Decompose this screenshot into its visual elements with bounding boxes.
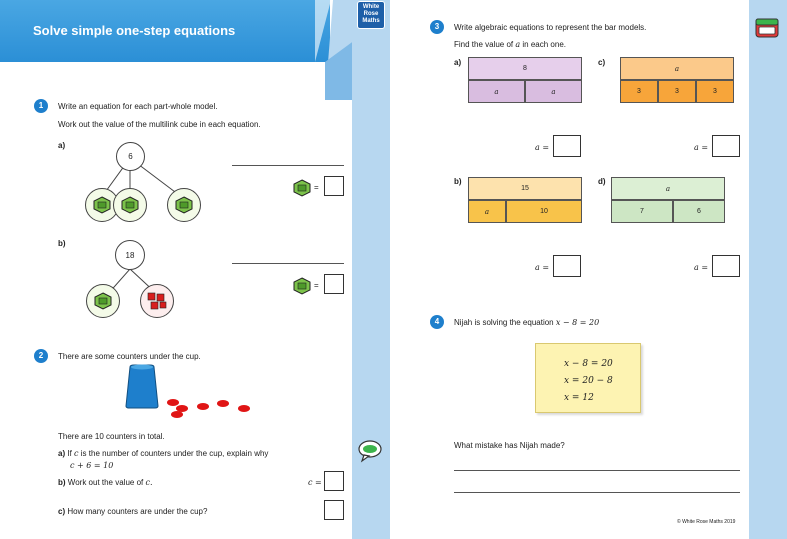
calculator-icon xyxy=(755,17,779,39)
multilink-cube-icon xyxy=(93,196,111,214)
counter xyxy=(197,403,209,410)
q2a-text: a) If c is the number of counters under the cup, explain why xyxy=(58,449,269,458)
working-line: x − 8 = 20 xyxy=(564,359,613,369)
q4-question: What mistake has Nijah made? xyxy=(454,441,565,450)
cup-icon xyxy=(122,364,162,410)
multilink-cube-icon xyxy=(293,277,311,295)
q3d-answer-label: a = xyxy=(694,263,709,272)
q2a-equation: c + 6 = 10 xyxy=(70,461,114,470)
q4-answer-line[interactable] xyxy=(454,470,740,471)
copyright: © White Rose Maths 2019 xyxy=(677,519,736,525)
q3b-answer-label: a = xyxy=(535,263,550,272)
q1b-part-circle-green xyxy=(86,284,120,318)
q3d-answer-box[interactable] xyxy=(712,255,740,277)
q3a-bar-part: a xyxy=(468,80,525,103)
question-4-badge: 4 xyxy=(430,315,444,329)
counter xyxy=(238,405,250,412)
q1b-answer-box[interactable] xyxy=(324,274,344,294)
q2b-text: b) Work out the value of c. xyxy=(58,478,153,487)
q2-total: There are 10 counters in total. xyxy=(58,432,165,441)
q3d-bar-whole: a xyxy=(611,177,725,200)
right-page-strip xyxy=(749,0,787,539)
q2c-answer-box[interactable] xyxy=(324,500,344,520)
q3d-bar-part: 6 xyxy=(673,200,725,223)
working-line: x = 20 − 8 xyxy=(564,376,613,386)
q1a-equals: = xyxy=(314,183,319,192)
q3c-answer-box[interactable] xyxy=(712,135,740,157)
q2b-answer-box[interactable] xyxy=(324,471,344,491)
q3a-label: a) xyxy=(454,58,462,67)
q4-text: Nijah is solving the equation x − 8 = 20 xyxy=(454,318,600,327)
q3c-bar-whole: a xyxy=(620,57,734,80)
q1b-part-circle-red xyxy=(140,284,174,318)
q1a-label: a) xyxy=(58,141,66,150)
q2b-answer-label: c = xyxy=(308,478,322,487)
q1b-whole-circle: 18 xyxy=(115,240,145,270)
q3a-answer-box[interactable] xyxy=(553,135,581,157)
q3b-label: b) xyxy=(454,177,462,186)
q3a-bar-whole: 8 xyxy=(468,57,582,80)
nijah-working-note xyxy=(535,343,641,413)
question-3-badge: 3 xyxy=(430,20,444,34)
q3c-answer-label: a = xyxy=(694,143,709,152)
q3c-bar-part: 3 xyxy=(658,80,696,103)
q3b-bar-part: a xyxy=(468,200,506,223)
multilink-cube-icon xyxy=(121,196,139,214)
q4-answer-line[interactable] xyxy=(454,492,740,493)
multilink-cube-icon xyxy=(94,292,112,310)
q1b-equation-line[interactable] xyxy=(232,263,344,264)
q3-instruction-1: Write algebraic equations to represent the bar models. xyxy=(454,23,647,32)
q3a-bar-part: a xyxy=(525,80,582,103)
q3-instruction-2: Find the value of a in each one. xyxy=(454,40,566,49)
q3b-answer-box[interactable] xyxy=(553,255,581,277)
q2-intro: There are some counters under the cup. xyxy=(58,352,201,361)
q1a-answer-box[interactable] xyxy=(324,176,344,196)
red-cubes-icon xyxy=(146,291,168,311)
q1a-whole-circle: 6 xyxy=(116,142,145,171)
q1a-part-circle xyxy=(167,188,201,222)
q3b-bar-part: 10 xyxy=(506,200,582,223)
q3c-bar-part: 3 xyxy=(620,80,658,103)
multilink-cube-icon xyxy=(293,179,311,197)
q3d-bar-part: 7 xyxy=(611,200,673,223)
page-title: Solve simple one-step equations xyxy=(33,23,236,38)
q1b-equals: = xyxy=(314,281,319,290)
question-1-badge: 1 xyxy=(34,99,48,113)
question-2-badge: 2 xyxy=(34,349,48,363)
q1a-part-circle xyxy=(113,188,147,222)
q3c-bar-part: 3 xyxy=(696,80,734,103)
working-line: x = 12 xyxy=(564,393,594,403)
q1b-label: b) xyxy=(58,239,66,248)
q1-instruction-1: Write an equation for each part-whole model. xyxy=(58,102,218,111)
title-decoration xyxy=(315,0,355,100)
q3c-label: c) xyxy=(598,58,606,67)
q1-instruction-2: Work out the value of the multilink cube in each equation. xyxy=(58,120,261,129)
q2c-text: c) How many counters are under the cup? xyxy=(58,507,208,516)
speech-bubble-icon xyxy=(357,439,383,463)
q3b-bar-whole: 15 xyxy=(468,177,582,200)
white-rose-logo: White Rose Maths xyxy=(357,1,385,29)
q3a-answer-label: a = xyxy=(535,143,550,152)
q1a-equation-line[interactable] xyxy=(232,165,344,166)
counter xyxy=(171,411,183,418)
multilink-cube-icon xyxy=(175,196,193,214)
q3d-label: d) xyxy=(598,177,606,186)
counter xyxy=(217,400,229,407)
